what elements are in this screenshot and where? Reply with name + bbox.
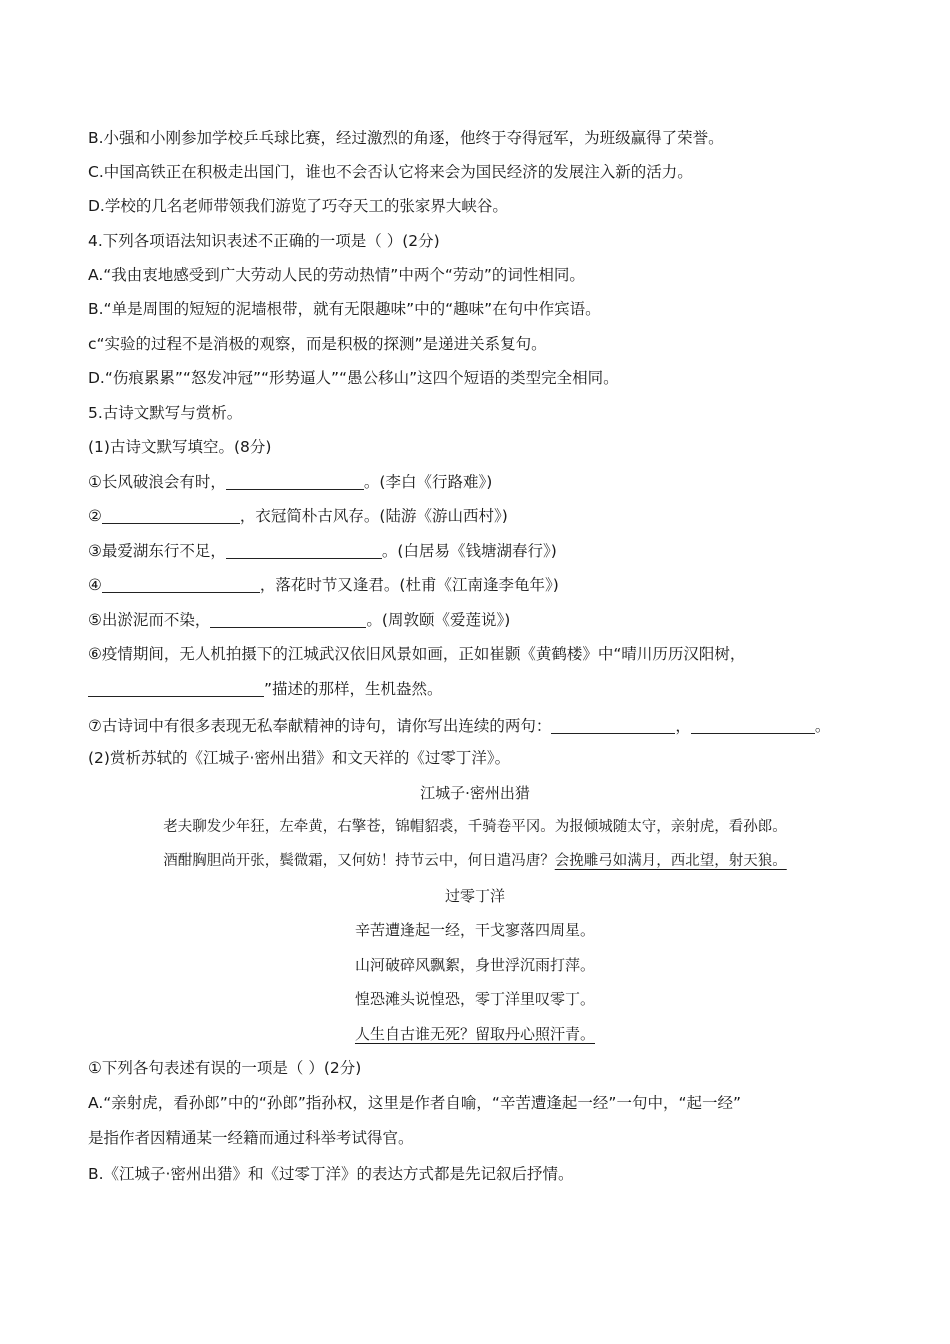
fill-item-6-line2 bbox=[88, 679, 443, 699]
fill-item-1-suffix: 。(李白《行路难》) bbox=[363, 473, 493, 491]
answer-blank[interactable] bbox=[226, 542, 382, 559]
fill-item-2-prefix: ② bbox=[88, 507, 102, 525]
answer-blank[interactable] bbox=[88, 680, 264, 697]
answer-blank[interactable] bbox=[226, 473, 364, 490]
q5-sub1-option-b: B.《江城子·密州出猎》和《过零丁洋》的表达方式都是先记叙后抒情。 bbox=[88, 1165, 574, 1183]
poem2-line4: 人生自古谁无死？留取丹心照汗青。 bbox=[354, 1025, 595, 1043]
q4-option-d: D.“伤痕累累”“怒发冲冠”“形势逼人”“愚公移山”这四个短语的类型完全相同。 bbox=[88, 369, 619, 387]
q3-option-b: B.小强和小刚参加学校乒乓球比赛，经过激烈的角逐，他终于夺得冠军，为班级赢得了荣誉。 bbox=[88, 129, 724, 147]
fill-item-3-suffix: 。(白居易《钱塘湖春行》) bbox=[381, 542, 557, 560]
q4-stem: 4.下列各项语法知识表述不正确的一项是（ ）(2分) bbox=[88, 232, 440, 250]
poem1-title: 江城子·密州出猎 bbox=[420, 784, 530, 802]
fill-item-4-suffix: ，落花时节又逢君。(杜甫《江南逢李龟年》) bbox=[259, 576, 559, 594]
poem2-line2: 山河破碎风飘絮，身世浮沉雨打萍。 bbox=[354, 956, 595, 974]
q4-option-a: A.“我由衷地感受到广大劳动人民的劳动热情”中两个“劳动”的词性相同。 bbox=[88, 266, 585, 284]
q5-sub1-option-a-line2: 是指作者因精通某一经籍而通过科举考试得官。 bbox=[88, 1129, 414, 1147]
fill-item-7-prefix: ⑦古诗词中有很多表现无私奉献精神的诗句，请你写出连续的两句： bbox=[88, 717, 552, 735]
q5-part2-title: (2)赏析苏轼的《江城子·密州出猎》和文天祥的《过零丁洋》。 bbox=[88, 749, 511, 767]
fill-item-4-prefix: ④ bbox=[88, 576, 102, 594]
answer-blank[interactable] bbox=[691, 717, 815, 734]
q4-option-c: c“实验的过程不是消极的观察，而是积极的探测”是递进关系复句。 bbox=[88, 335, 547, 353]
poem1-line2 bbox=[0, 851, 950, 871]
q3-option-d: D.学校的几名老师带领我们游览了巧夺天工的张家界大峡谷。 bbox=[88, 197, 508, 215]
fill-item-6-suffix: ”描述的那样，生机盎然。 bbox=[264, 680, 443, 698]
poem2-line3: 惶恐滩头说惶恐，零丁洋里叹零丁。 bbox=[354, 990, 595, 1008]
fill-item-2 bbox=[88, 506, 508, 526]
fill-item-3 bbox=[88, 541, 557, 561]
fill-item-4 bbox=[88, 575, 559, 595]
poem2-line1: 辛苦遭逢起一经，干戈寥落四周星。 bbox=[354, 921, 595, 939]
fill-item-7-suffix: 。 bbox=[814, 717, 831, 735]
q5-sub1-option-a-line1: A.“亲射虎，看孙郎”中的“孙郎”指孙权，这里是作者自喻，“辛苦遭逢起一经”一句中，“起一经” bbox=[88, 1094, 742, 1112]
fill-item-5-prefix: ⑤出淤泥而不染， bbox=[88, 611, 211, 629]
poem1-line2-underlined: 会挽雕弓如满月，西北望，射天狼。 bbox=[554, 853, 787, 869]
poem1-line2-plain: 酒酣胸胆尚开张，鬓微霜，又何妨！持节云中，何日遣冯唐？ bbox=[163, 853, 555, 869]
answer-blank[interactable] bbox=[102, 576, 260, 593]
fill-item-7 bbox=[88, 716, 830, 736]
answer-blank[interactable] bbox=[210, 611, 366, 628]
fill-item-5-suffix: 。(周敦颐《爱莲说》) bbox=[366, 611, 511, 629]
fill-item-6-line1: ⑥疫情期间，无人机拍摄下的江城武汉依旧风景如画，正如崔颢《黄鹤楼》中“晴川历历汉阳树， bbox=[88, 645, 746, 663]
poem2-title: 过零丁洋 bbox=[444, 887, 505, 905]
fill-item-5 bbox=[88, 610, 510, 630]
answer-blank[interactable] bbox=[551, 717, 675, 734]
fill-item-1 bbox=[88, 472, 492, 492]
poem1-line1: 老夫聊发少年狂，左牵黄，右擎苍，锦帽貂裘，千骑卷平冈。为报倾城随太守，亲射虎，看孙郎。 bbox=[163, 819, 787, 835]
answer-blank[interactable] bbox=[102, 507, 240, 524]
q4-option-b: B.“单是周围的短短的泥墙根带，就有无限趣味”中的“趣味”在句中作宾语。 bbox=[88, 300, 601, 318]
fill-item-1-prefix: ①长风破浪会有时， bbox=[88, 473, 226, 491]
fill-item-3-prefix: ③最爱湖东行不足， bbox=[88, 542, 226, 560]
q5-part1-title: (1)古诗文默写填空。(8分) bbox=[88, 438, 272, 456]
fill-item-7-separator: ， bbox=[675, 717, 691, 735]
q5-sub1-stem: ①下列各句表述有误的一项是（ ）(2分) bbox=[88, 1059, 362, 1077]
q5-title: 5.古诗文默写与赏析。 bbox=[88, 404, 243, 422]
q3-option-c: C.中国高铁正在积极走出国门，谁也不会否认它将来会为国民经济的发展注入新的活力。 bbox=[88, 163, 693, 181]
fill-item-2-suffix: ，衣冠简朴古风存。(陆游《游山西村》) bbox=[239, 507, 508, 525]
